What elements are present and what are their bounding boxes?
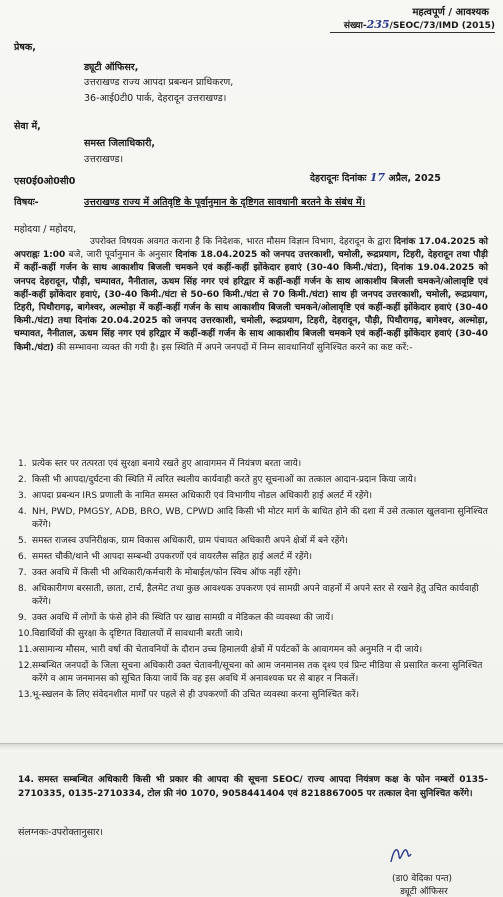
p1-c: बजे, जारी पूर्वानुमान के अनुसार (65, 250, 176, 261)
list-item: 10. विद्यार्थियों की सुरक्षा के दृष्टिगत विद्यालयों में सावधानी बरती जाये। (18, 629, 243, 639)
salutation: महोदया / महोदय, (14, 224, 77, 235)
list-item: 9. उक्त अवधि में लोगों के फंसे होने की स्थिति पर खाद्य सामग्री व मेडिकल की व्यवस्था की जायें। (18, 613, 334, 623)
recipient-name: समस्त जिलाधिकारी, (84, 138, 155, 149)
date-day-handwritten: 17 (369, 171, 386, 184)
list-item: 1. प्रत्येक स्तर पर तत्परता एवं सुरक्षा बनाये रखते हुए आवागमन में नियंत्रण बरता जाये। (18, 459, 302, 469)
ref-number-handwritten: 235 (366, 18, 390, 31)
signature-mark (388, 842, 414, 868)
recipient-line2: उत्तराखण्ड। (84, 154, 124, 165)
recipient-label: सेवा में, (14, 121, 41, 132)
ref-label: संख्या- (343, 21, 367, 31)
subject-label: विषयः- (14, 197, 39, 208)
office-code: एस0ई0ओ0सी0 (14, 176, 76, 187)
signatory-name: (डा0 वेदिका पन्त) (392, 874, 452, 884)
sender-line2: उत्तराखण्ड राज्य आपदा प्रबन्धन प्राधिकरण, (84, 77, 234, 88)
list-item: 6. समस्त चौकी/थाने भी आपदा सम्बन्धी उपकरणों एवं वायरलैस सहित हाई अलर्ट में रहेंगे। (18, 552, 312, 562)
sender-label: प्रेषक, (14, 42, 36, 53)
p1-e: की सम्भावना व्यक्त की गयी है। इस स्थिति में अपने जनपदों में निम्न सावधानियाँ सुनिश्चित करने का कष्ट करें:- (53, 342, 413, 353)
sender-line3: 36-आई0टी0 पार्क, देहरादून उत्तराखण्ड। (84, 93, 227, 104)
letter-date (310, 171, 441, 184)
p1-a: उपरोक्त विषयक अवगत कराना है कि निदेशक, भारत मौसम विज्ञान विभाग, देहरादून के द्वारा (90, 237, 394, 247)
list-item: 13. भू-स्खलन के लिए संवेदनशील मार्गों पर पहले से ही उपकरणों की उचित व्यवस्था करना सुनिश्चित करें। (18, 690, 360, 700)
sender-name: ड्यूटी ऑफिसर, (84, 62, 139, 73)
p1-d: दिनांक 18.04.2025 को जनपद उत्तरकाशी, चमोली, रूद्रप्रयाग, टिहरी, देहरादून तथा पौड़ी में कहीं-कहीं गर्जन के साथ आकाशीय बिजली चमकने एवं कहीं-कहीं झोंकेदार हवाएं (30-40 किमी./घंटा), दिनांक 19.04.2025 को जनपद देहरादून, पौड़ी, चम्पावत, नैनीताल, ऊधम सिंह नगर एवं हरिद्वार में कहीं-कहीं गर्जन के साथ आकाशीय बिजली चमकने/ओलावृष्टि एवं कहीं-कहीं झोंकेदार हवाएं, (30-40 किमी./घंटा से 50-60 किमी./घंटा से 70 किमी./घंटा) साथ ही जनपद उत्तरकाशी, चमोली, रूद्रप्रयाग, टिहरी, पिथौरागढ़, बागेश्वर, अल्मोड़ा में कहीं-कहीं गर्जन के साथ आकाशीय बिजली चमकने/ओलावृष्टि एवं कहीं-कहीं झोंकेदार हवाएं (30-40 किमी./घंटा) तथा दिनांक 20.04.2025 को जनपद उत्तरकाशी, चमोली, रूद्रप्रयाग, टिहरी, देहरादून, पौड़ी, पिथौरागढ़, बागेश्वर, अल्मोड़ा, चम्पावत, नैनीताल, ऊधम सिंह नगर एवं हरिद्वार में कहीं-कहीं गर्जन के साथ आकाशीय बिजली चमकने एवं कहीं-कहीं झोंकेदार हवाएं (30-40 किमी./घंटा) (14, 250, 488, 353)
body-paragraph (14, 236, 488, 355)
date-label: देहरादूनः दिनांकः (310, 173, 367, 184)
list-item: 2. किसी भी आपदा/दुर्घटना की स्थिति में त्वरित स्थलीय कार्यवाही करते हुए सूचनाओं का तत्काल आदान-प्रदान किया जाये। (18, 475, 417, 485)
page-break-divider (0, 743, 503, 752)
enclosure-note: संलग्नकः-उपरोक्तानुसार। (18, 827, 104, 838)
list-item: 8. अधिकारीगण बरसाती, छाता, टार्च, हैलमेट तथा कुछ आवश्यक उपकरण एवं सामग्री अपने वाहनों में अपने स्तर से रखने हेतु उचित कार्यवाही करेंगे। (18, 584, 479, 607)
ref-suffix: /SEOC/73/IMD (2015) (389, 21, 495, 31)
urgent-label: महत्वपूर्ण / आवश्यक (412, 7, 489, 18)
subject-text: उत्तराखण्ड राज्य में अतिवृष्टि के पूर्वानुमान के दृष्टिगत सावधानी बरतने के संबंध में। (84, 197, 366, 208)
p1-b: दिनांक 17.04.2025 को अपराह्नः 1:00 (14, 237, 488, 261)
date-rest: अप्रैल, 2025 (388, 173, 441, 184)
list-item: 12. सम्बन्धित जनपदों के जिला सूचना अधिकारी उक्त चेतावनी/सूचना को आम जनमानस तक दृश्य एवं प्रिन्ट मीडिया से प्रसारित करना सुनिश्चित करेंगे व आम जनमानस को सूचित किया जायें कि वह इस अवधि में अनावश्यक घर से बाहर न निकलें। (18, 661, 483, 684)
list-item: 7. उक्त अवधि में किसी भी अधिकारी/कर्मचारी के मोबाईल/फोन स्विच ऑफ नहीं रहेंगे। (18, 568, 301, 578)
list-item: 3. आपदा प्रबन्धन IRS प्रणाली के नामित समस्त अधिकारी एवं विभागीय नोडल अधिकारी हाई अलर्ट में रहेंगे। (18, 491, 372, 501)
list-item-14: 14. समस्त सम्बन्धित अधिकारी किसी भी प्रकार की आपदा की सूचना SEOC/ राज्य आपदा नियंत्रण कक्ष के फोन नम्बरों 0135-2710335, 0135-2710334, टोल फ्री नं0 1070, 9058441404 एवं 8218867005 पर तत्काल देना सुनिश्चित करेंगे। (18, 775, 488, 799)
list-item: 4. NH, PWD, PMGSY, ADB, BRO, WB, CPWD आदि किसी भी मोटर मार्ग के बाधित होने की दशा में उसे तत्काल खुलवाना सुनिश्चित करेंगे। (18, 507, 488, 530)
list-item: 5. समस्त राजस्व उपनिरीक्षक, ग्राम विकास अधिकारी, ग्राम पंचायत अधिकारी अपने क्षेत्रों में बने रहेंगे। (18, 536, 348, 546)
signatory-designation: ड्यूटी ऑफिसर (400, 887, 448, 897)
reference-number (344, 18, 495, 31)
list-item: 11. असामान्य मौसम, भारी वर्षा की चेतावनियों के दौरान उच्च हिमालयी क्षेत्रों में पर्यटकों के आवागमन को अनुमति न दी जाये। (18, 645, 423, 655)
reference-underline (330, 32, 495, 33)
precautions-list (14, 458, 489, 705)
